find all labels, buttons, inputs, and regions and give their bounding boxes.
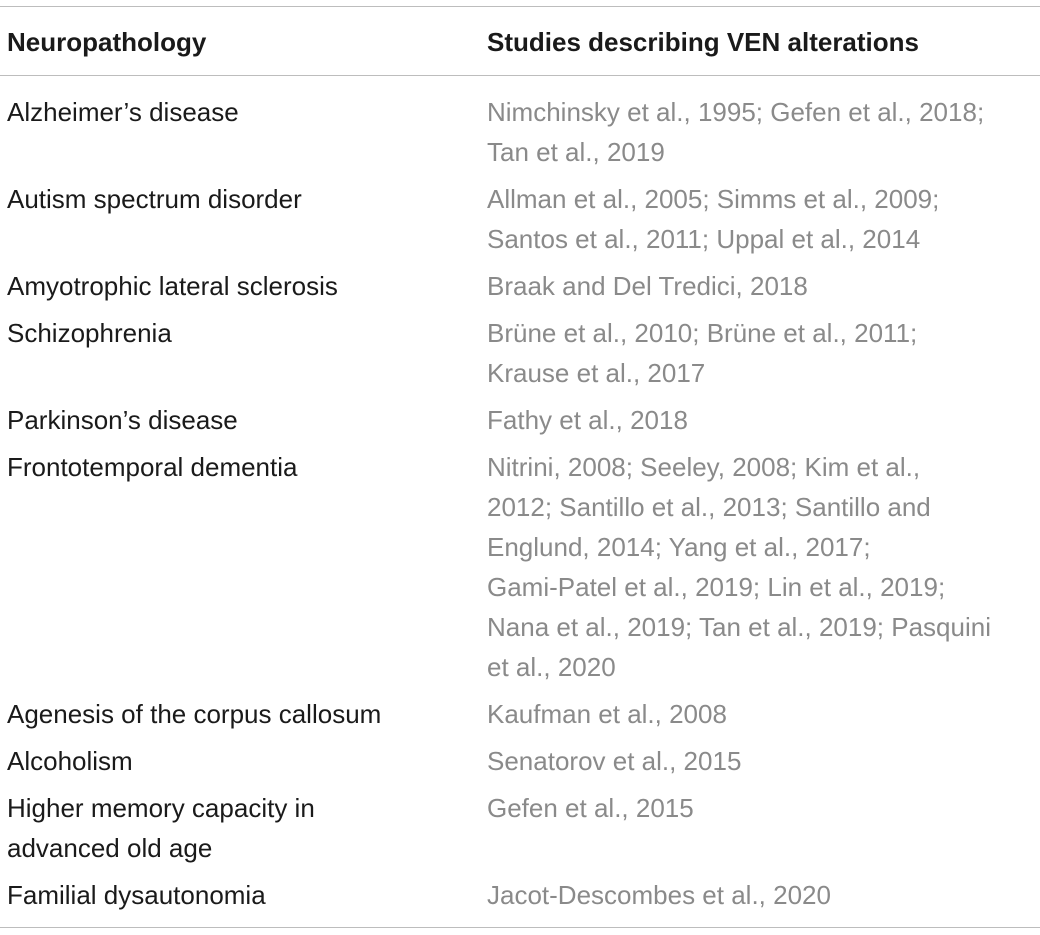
table-row xyxy=(0,741,1040,788)
neuropathology-text: Familial dysautonomia xyxy=(7,880,266,910)
study-citation-text: Fathy et al., 2018 xyxy=(487,405,688,435)
neuropathology-text: Higher memory capacity in xyxy=(7,793,315,823)
table-row xyxy=(0,179,1040,266)
table-row xyxy=(0,875,1040,922)
neuropathology-cell xyxy=(7,875,467,915)
study-citation-text: Senatorov et al., 2015 xyxy=(487,746,742,776)
neuropathology-cell xyxy=(7,741,467,781)
header-studies: Studies describing VEN alterations xyxy=(487,27,919,57)
study-citation-text: Brüne et al., 2010; Brüne et al., 2011; xyxy=(487,318,918,348)
studies-cell xyxy=(487,313,1040,393)
neuropathology-text: Schizophrenia xyxy=(7,318,172,348)
table-row xyxy=(0,694,1040,741)
study-citation-text: Englund, 2014; Yang et al., 2017; xyxy=(487,532,871,562)
neuropathology-text: Frontotemporal dementia xyxy=(7,452,298,482)
table-row xyxy=(0,92,1040,179)
table-body xyxy=(0,92,1040,922)
neuropathology-text: Alzheimer’s disease xyxy=(7,97,239,127)
neuropathology-text: Parkinson’s disease xyxy=(7,405,238,435)
study-citation-text: Jacot-Descombes et al., 2020 xyxy=(487,880,831,910)
table-header xyxy=(0,22,1040,66)
study-citation-text: Kaufman et al., 2008 xyxy=(487,699,727,729)
neuropathology-text: Autism spectrum disorder xyxy=(7,184,302,214)
study-citation-text: Gami-Patel et al., 2019; Lin et al., 2019; xyxy=(487,572,946,602)
study-citation-text: Gefen et al., 2015 xyxy=(487,793,694,823)
study-citation-text: Nitrini, 2008; Seeley, 2008; Kim et al., xyxy=(487,452,921,482)
table-header-rule xyxy=(0,75,1040,76)
neuropathology-text: Amyotrophic lateral sclerosis xyxy=(7,271,338,301)
header-neuropathology: Neuropathology xyxy=(7,27,207,57)
neuropathology-cell xyxy=(7,447,467,487)
study-citation-text: Nimchinsky et al., 1995; Gefen et al., 2018; xyxy=(487,97,985,127)
studies-cell xyxy=(487,179,1040,259)
study-citation-text: Tan et al., 2019 xyxy=(487,137,665,167)
neuropathology-cell xyxy=(7,179,467,219)
table-row xyxy=(0,266,1040,313)
table-row xyxy=(0,313,1040,400)
study-citation-text: Braak and Del Tredici, 2018 xyxy=(487,271,808,301)
neuropathology-text: advanced old age xyxy=(7,833,213,863)
neuropathology-cell xyxy=(7,400,467,440)
studies-cell xyxy=(487,875,1040,915)
studies-cell xyxy=(487,694,1040,734)
studies-cell xyxy=(487,266,1040,306)
neuropathology-cell xyxy=(7,694,467,734)
neuropathology-text: Agenesis of the corpus callosum xyxy=(7,699,382,729)
table-bottom-rule xyxy=(0,927,1040,928)
table-row xyxy=(0,447,1040,694)
neuropathology-cell xyxy=(7,266,467,306)
study-citation-text: Nana et al., 2019; Tan et al., 2019; Pasquini xyxy=(487,612,991,642)
study-citation-text: Allman et al., 2005; Simms et al., 2009; xyxy=(487,184,940,214)
study-citation-text: Santos et al., 2011; Uppal et al., 2014 xyxy=(487,224,921,254)
table-top-rule xyxy=(0,6,1040,7)
studies-cell xyxy=(487,447,1040,687)
studies-cell xyxy=(487,400,1040,440)
neuropathology-cell xyxy=(7,788,467,868)
study-citation-text: et al., 2020 xyxy=(487,652,616,682)
table-row xyxy=(0,400,1040,447)
neuropathology-cell xyxy=(7,92,467,132)
studies-cell xyxy=(487,788,1040,828)
studies-cell xyxy=(487,741,1040,781)
study-citation-text: Krause et al., 2017 xyxy=(487,358,706,388)
study-citation-text: 2012; Santillo et al., 2013; Santillo and xyxy=(487,492,931,522)
table-row xyxy=(0,788,1040,875)
neuropathology-text: Alcoholism xyxy=(7,746,133,776)
studies-cell xyxy=(487,92,1040,172)
neuropathology-cell xyxy=(7,313,467,353)
